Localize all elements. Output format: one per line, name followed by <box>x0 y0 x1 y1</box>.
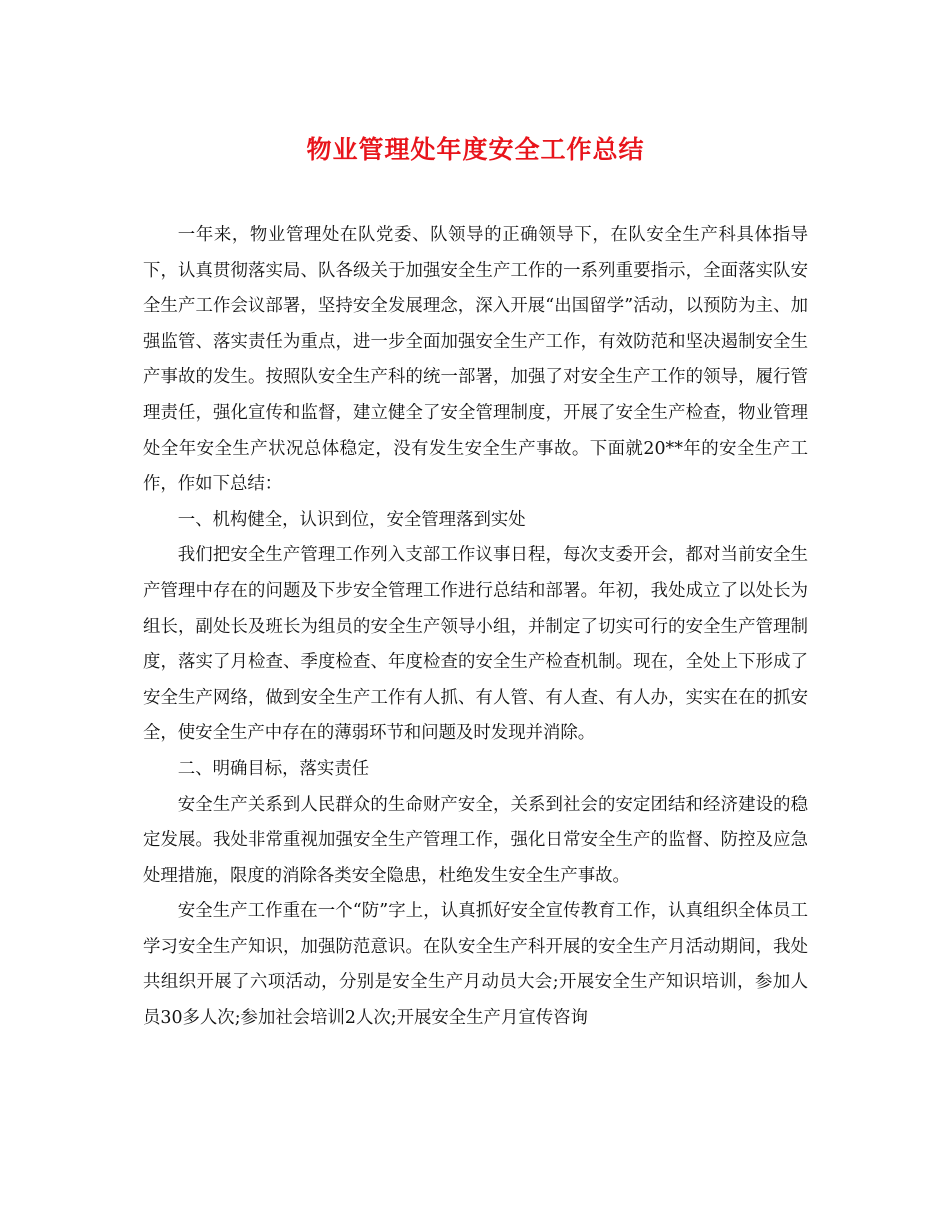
section-heading-2: 二、明确目标，落实责任 <box>177 758 370 779</box>
section-2-paragraph-1: 安全生产关系到人民群众的生命财产安全，关系到社会的安定团结和经济建设的稳定发展。我处非常重视加强安全生产管理工作，强化日常安全生产的监督、防控及应急处理措施，限度的消除各类安全隐患，杜绝发生安全生产事故。 <box>143 794 808 886</box>
document-title: 物业管理处年度安全工作总结 <box>306 135 645 164</box>
section-heading-1: 一、机构健全，认识到位，安全管理落到实处 <box>177 509 526 530</box>
section-1-paragraph: 我们把安全生产管理工作列入支部工作议事日程，每次支委开会，都对当前安全生产管理中存在的问题及下步安全管理工作进行总结和部署。年初，我处成立了以处长为组长，副处长及班长为组员的安全生产领导小组，并制定了切实可行的安全生产管理制度，落实了月检查、季度检查、年度检查的安全生产检查机制。现在，全处上下形成了安全生产网络，做到安全生产工作有人抓、有人管、有人查、有人办，实实在在的抓安全，使安全生产中存在的薄弱环节和问题及时发现并消除。 <box>143 545 808 744</box>
document-page <box>143 128 808 1037</box>
section-2-paragraph-2: 安全生产工作重在一个“防”字上，认真抓好安全宣传教育工作，认真组织全体员工学习安全生产知识，加强防范意识。在队安全生产科开展的安全生产月活动期间，我处共组织开展了六项活动，分别是安全生产月动员大会;开展安全生产知识培训，参加人员30多人次;参加社会培训2人次;开展安全生产月宣传咨询 <box>143 901 808 1029</box>
intro-paragraph: 一年来，物业管理处在队党委、队领导的正确领导下，在队安全生产科具体指导下，认真贯彻落实局、队各级关于加强安全生产工作的一系列重要指示，全面落实队安全生产工作会议部署，坚持安全发展理念，深入开展“出国留学”活动，以预防为主、加强监管、落实责任为重点，进一步全面加强安全生产工作，有效防范和坚决遏制安全生产事故的发生。按照队安全生产科的统一部署，加强了对安全生产工作的领导，履行管理责任，强化宣传和监督，建立健全了安全管理制度，开展了安全生产检查，物业管理处全年安全生产状况总体稳定，没有发生安全生产事故。下面就20**年的安全生产工作，作如下总结： <box>143 225 808 495</box>
